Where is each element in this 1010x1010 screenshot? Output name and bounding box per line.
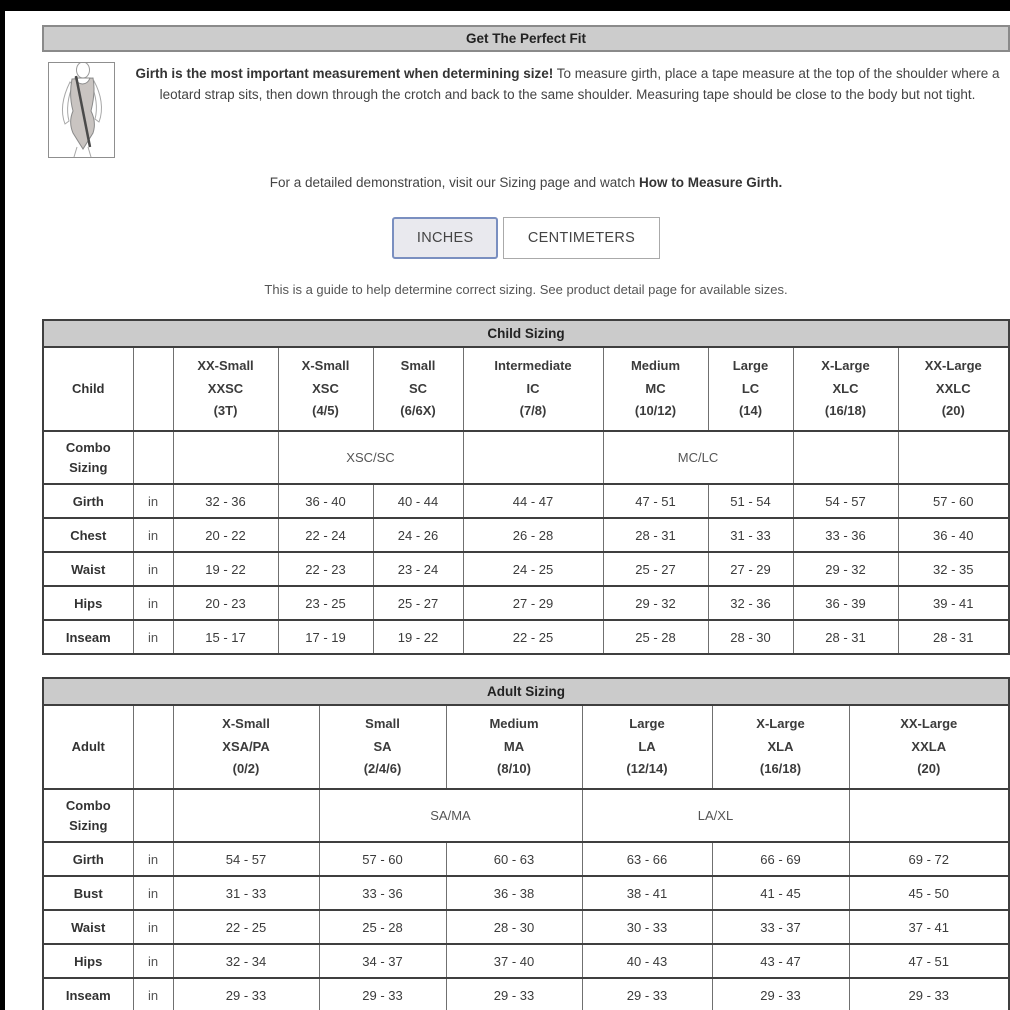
size-value-cell: 37 - 41 — [849, 910, 1009, 944]
combo-cell — [173, 431, 278, 484]
size-value-cell: 22 - 23 — [278, 552, 373, 586]
size-value-cell: 15 - 17 — [173, 620, 278, 654]
row-label: Girth — [43, 484, 133, 518]
unit-cell: in — [133, 944, 173, 978]
top-border-bar — [0, 0, 1010, 11]
unit-cell: in — [133, 978, 173, 1010]
combo-label: Combo Sizing — [43, 789, 133, 842]
size-value-cell: 32 - 35 — [898, 552, 1009, 586]
unit-cell — [133, 789, 173, 842]
child-sizing-section — [42, 319, 1010, 655]
size-value-cell: 30 - 33 — [582, 910, 712, 944]
size-value-cell: 25 - 28 — [319, 910, 446, 944]
size-value-cell: 24 - 26 — [373, 518, 463, 552]
size-value-cell: 20 - 23 — [173, 586, 278, 620]
size-value-cell: 47 - 51 — [849, 944, 1009, 978]
size-value-cell: 31 - 33 — [708, 518, 793, 552]
intro-section — [42, 62, 1010, 158]
size-value-cell: 40 - 44 — [373, 484, 463, 518]
unit-cell: in — [133, 586, 173, 620]
size-value-cell: 29 - 33 — [446, 978, 582, 1010]
size-column-header: Medium MC (10/12) — [603, 347, 708, 431]
size-column-header: X-Large XLC (16/18) — [793, 347, 898, 431]
row-label: Chest — [43, 518, 133, 552]
girth-instructions-body: To measure girth, place a tape measure at the top of the shoulder where a leotard strap sits, then down through the crotch and back to the same shoulder. Measuring tape should be close to the body but not tight. — [159, 66, 1000, 102]
size-value-cell: 29 - 33 — [712, 978, 849, 1010]
size-value-cell: 44 - 47 — [463, 484, 603, 518]
unit-cell: in — [133, 552, 173, 586]
combo-cell — [898, 431, 1009, 484]
sizing-guide-page — [42, 25, 1010, 1010]
size-value-cell: 57 - 60 — [319, 842, 446, 876]
size-value-cell: 29 - 33 — [849, 978, 1009, 1010]
row-label: Girth — [43, 842, 133, 876]
size-value-cell: 33 - 37 — [712, 910, 849, 944]
demo-note-text: For a detailed demonstration, visit our Sizing page and watch — [269, 175, 639, 190]
size-value-cell: 33 - 36 — [319, 876, 446, 910]
size-value-cell: 17 - 19 — [278, 620, 373, 654]
size-value-cell: 60 - 63 — [446, 842, 582, 876]
size-value-cell: 28 - 30 — [446, 910, 582, 944]
unit-cell — [133, 431, 173, 484]
size-column-header: X-Small XSC (4/5) — [278, 347, 373, 431]
size-value-cell: 28 - 31 — [793, 620, 898, 654]
size-column-header: Large LC (14) — [708, 347, 793, 431]
combo-cell — [793, 431, 898, 484]
inches-button[interactable]: INCHES — [392, 217, 499, 259]
size-value-cell: 22 - 25 — [463, 620, 603, 654]
unit-cell: in — [133, 876, 173, 910]
size-value-cell: 54 - 57 — [793, 484, 898, 518]
table-title: Adult Sizing — [43, 678, 1009, 705]
size-value-cell: 36 - 40 — [898, 518, 1009, 552]
size-column-header: XX-Large XXLC (20) — [898, 347, 1009, 431]
combo-cell — [463, 431, 603, 484]
centimeters-button[interactable]: CENTIMETERS — [503, 217, 660, 259]
size-value-cell: 23 - 25 — [278, 586, 373, 620]
unit-cell: in — [133, 910, 173, 944]
unit-cell: in — [133, 620, 173, 654]
group-label: Child — [43, 347, 133, 431]
size-value-cell: 63 - 66 — [582, 842, 712, 876]
page-title: Get The Perfect Fit — [42, 25, 1010, 52]
combo-cell: SA/MA — [319, 789, 582, 842]
size-value-cell: 69 - 72 — [849, 842, 1009, 876]
size-column-header: X-Small XSA/PA (0/2) — [173, 705, 319, 789]
size-value-cell: 27 - 29 — [463, 586, 603, 620]
size-value-cell: 29 - 32 — [603, 586, 708, 620]
size-column-header: Small SC (6/6X) — [373, 347, 463, 431]
size-value-cell: 36 - 38 — [446, 876, 582, 910]
size-value-cell: 28 - 30 — [708, 620, 793, 654]
unit-cell: in — [133, 842, 173, 876]
row-label: Waist — [43, 910, 133, 944]
size-value-cell: 43 - 47 — [712, 944, 849, 978]
girth-instructions-emphasis: Girth is the most important measurement when determining size! — [135, 66, 554, 81]
row-label: Hips — [43, 944, 133, 978]
size-column-header: Medium MA (8/10) — [446, 705, 582, 789]
size-value-cell: 45 - 50 — [849, 876, 1009, 910]
size-value-cell: 54 - 57 — [173, 842, 319, 876]
size-column-header: X-Large XLA (16/18) — [712, 705, 849, 789]
size-value-cell: 34 - 37 — [319, 944, 446, 978]
size-value-cell: 36 - 39 — [793, 586, 898, 620]
size-value-cell: 66 - 69 — [712, 842, 849, 876]
adult-sizing-section — [42, 677, 1010, 1010]
size-value-cell: 41 - 45 — [712, 876, 849, 910]
size-value-cell: 32 - 36 — [708, 586, 793, 620]
size-value-cell: 25 - 27 — [373, 586, 463, 620]
size-value-cell: 19 - 22 — [173, 552, 278, 586]
demo-note-emphasis: How to Measure Girth. — [638, 175, 783, 190]
combo-cell — [173, 789, 319, 842]
unit-toggle — [42, 217, 1010, 259]
size-column-header: Intermediate IC (7/8) — [463, 347, 603, 431]
size-value-cell: 22 - 24 — [278, 518, 373, 552]
sizing-guide-note: This is a guide to help determine correct sizing. See product detail page for available sizes. — [264, 282, 788, 297]
group-label: Adult — [43, 705, 133, 789]
size-value-cell: 32 - 34 — [173, 944, 319, 978]
unit-header-cell — [133, 347, 173, 431]
combo-cell — [849, 789, 1009, 842]
row-label: Bust — [43, 876, 133, 910]
size-value-cell: 31 - 33 — [173, 876, 319, 910]
size-value-cell: 22 - 25 — [173, 910, 319, 944]
row-label: Waist — [43, 552, 133, 586]
size-value-cell: 40 - 43 — [582, 944, 712, 978]
size-value-cell: 29 - 33 — [173, 978, 319, 1010]
size-value-cell: 26 - 28 — [463, 518, 603, 552]
table-title: Child Sizing — [43, 320, 1009, 347]
combo-cell: MC/LC — [603, 431, 793, 484]
girth-measurement-figure-icon — [48, 62, 115, 158]
size-value-cell: 51 - 54 — [708, 484, 793, 518]
child-sizing-table — [42, 319, 1010, 655]
size-value-cell: 47 - 51 — [603, 484, 708, 518]
size-value-cell: 28 - 31 — [603, 518, 708, 552]
size-value-cell: 27 - 29 — [708, 552, 793, 586]
row-label: Hips — [43, 586, 133, 620]
row-label: Inseam — [43, 620, 133, 654]
size-value-cell: 33 - 36 — [793, 518, 898, 552]
size-value-cell: 29 - 33 — [582, 978, 712, 1010]
size-value-cell: 32 - 36 — [173, 484, 278, 518]
size-value-cell: 25 - 27 — [603, 552, 708, 586]
size-value-cell: 25 - 28 — [603, 620, 708, 654]
size-value-cell: 37 - 40 — [446, 944, 582, 978]
demo-note — [42, 175, 1010, 190]
size-column-header: Small SA (2/4/6) — [319, 705, 446, 789]
size-value-cell: 57 - 60 — [898, 484, 1009, 518]
size-value-cell: 38 - 41 — [582, 876, 712, 910]
combo-cell: LA/XL — [582, 789, 849, 842]
unit-header-cell — [133, 705, 173, 789]
girth-instructions — [115, 62, 1010, 158]
row-label: Inseam — [43, 978, 133, 1010]
size-value-cell: 39 - 41 — [898, 586, 1009, 620]
combo-label: Combo Sizing — [43, 431, 133, 484]
combo-cell: XSC/SC — [278, 431, 463, 484]
size-value-cell: 19 - 22 — [373, 620, 463, 654]
left-border-bar — [0, 0, 5, 1010]
size-value-cell: 29 - 32 — [793, 552, 898, 586]
unit-cell: in — [133, 518, 173, 552]
size-value-cell: 24 - 25 — [463, 552, 603, 586]
size-column-header: XX-Small XXSC (3T) — [173, 347, 278, 431]
size-value-cell: 20 - 22 — [173, 518, 278, 552]
size-value-cell: 36 - 40 — [278, 484, 373, 518]
adult-sizing-table — [42, 677, 1010, 1010]
size-value-cell: 28 - 31 — [898, 620, 1009, 654]
size-column-header: Large LA (12/14) — [582, 705, 712, 789]
size-value-cell: 23 - 24 — [373, 552, 463, 586]
size-value-cell: 29 - 33 — [319, 978, 446, 1010]
unit-cell: in — [133, 484, 173, 518]
size-column-header: XX-Large XXLA (20) — [849, 705, 1009, 789]
